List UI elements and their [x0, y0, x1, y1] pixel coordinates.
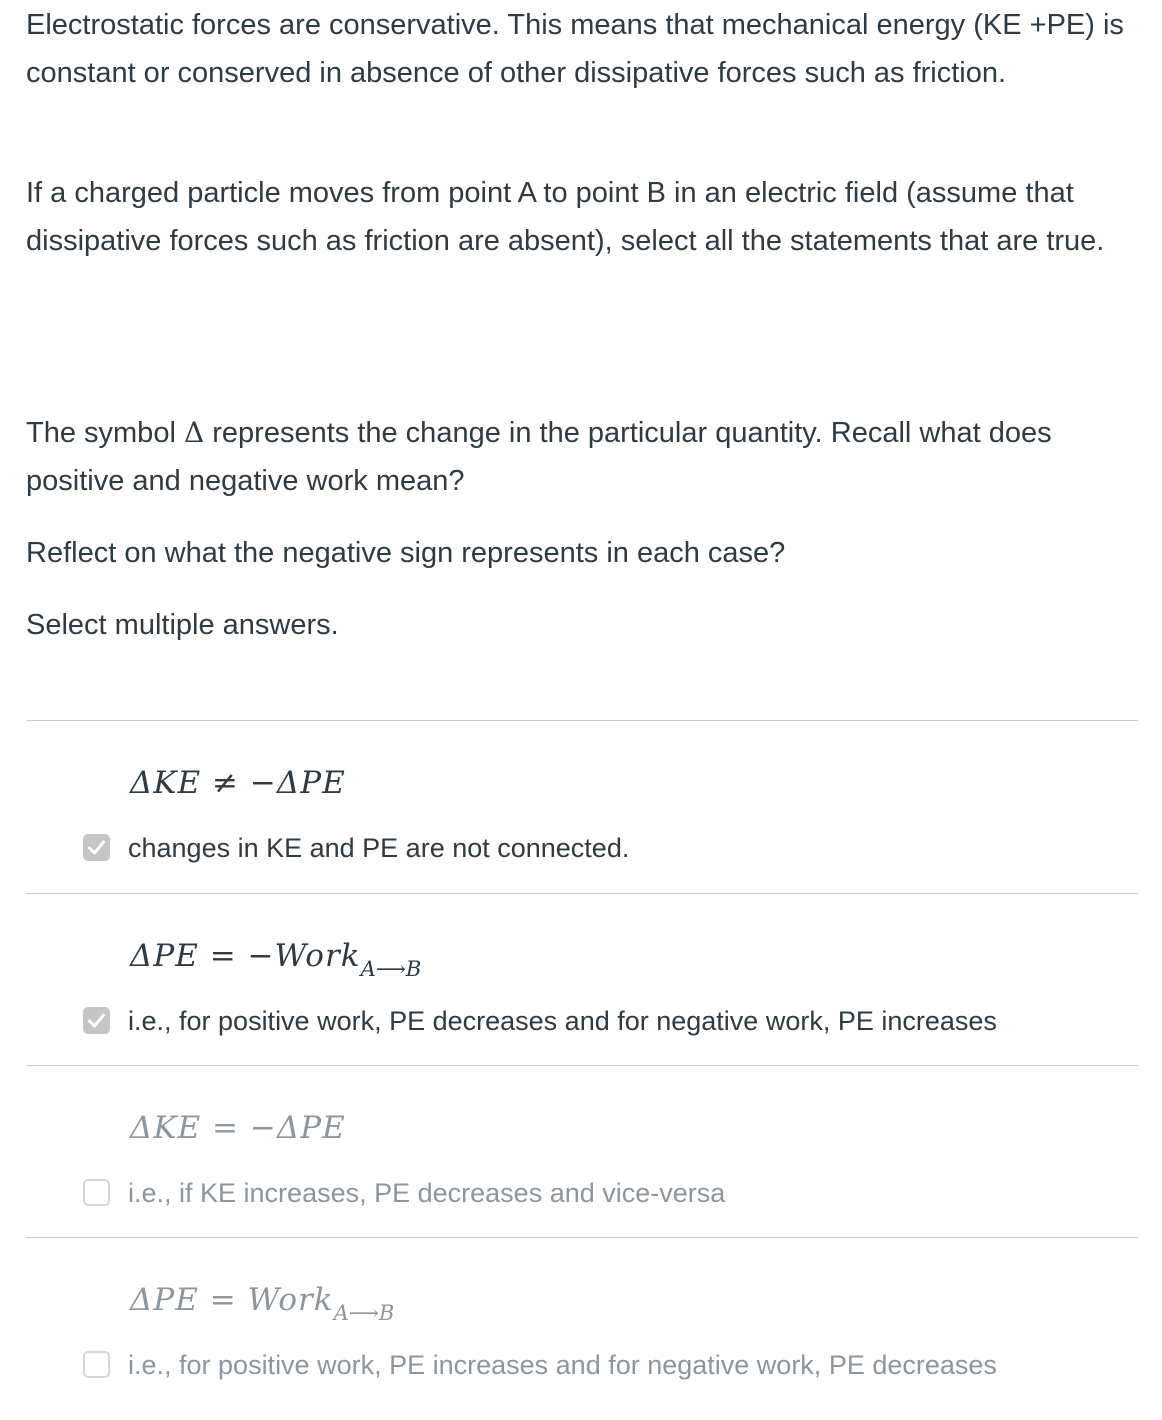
formula-lhs: ΔKE — [130, 765, 202, 801]
formula-rhs: −ΔPE — [249, 765, 346, 801]
answer-option-2[interactable] — [26, 893, 1138, 1065]
checkmark-icon — [86, 837, 107, 858]
question-instruction: Select multiple answers. — [26, 609, 339, 641]
answer-label[interactable]: i.e., for positive work, PE increases and for negative work, PE decreases — [128, 1350, 997, 1380]
answer-checkbox[interactable] — [83, 1007, 110, 1034]
answer-label[interactable]: i.e., for positive work, PE decreases and for negative work, PE increases — [128, 1006, 997, 1036]
delta-symbol: Δ — [183, 416, 205, 449]
answer-option-1[interactable] — [26, 720, 1138, 892]
formula-rhs: Work — [247, 1282, 334, 1318]
formula-lhs: ΔPE — [130, 1282, 199, 1318]
formula-subscript: A⟶B — [360, 957, 422, 981]
formula-lhs: ΔKE — [130, 1110, 202, 1146]
hint-text-end: represents the change in the particular quantity. Recall what does positive and negative work mean? — [26, 417, 1052, 497]
empty-checkbox-icon[interactable] — [83, 1179, 110, 1206]
answer-checkbox[interactable] — [83, 834, 110, 861]
answer-formula — [130, 1282, 394, 1325]
checkmark-icon — [86, 1010, 107, 1031]
answer-label[interactable]: changes in KE and PE are not connected. — [128, 833, 630, 863]
answer-label[interactable]: i.e., if KE increases, PE decreases and vice-versa — [128, 1178, 726, 1208]
formula-operator: ≠ — [201, 765, 250, 801]
question-paragraph-intro: Electrostatic forces are conservative. This means that mechanical energy (KE +PE) is constant or conserved in absence of other dissipative forces such as friction. — [26, 9, 1124, 89]
answer-option-4[interactable] — [26, 1237, 1138, 1409]
empty-checkbox-icon[interactable] — [83, 1351, 110, 1378]
formula-operator: = — [198, 938, 248, 974]
hint-text-start: The symbol — [26, 417, 184, 449]
answer-formula — [130, 1110, 346, 1146]
question-paragraph-hint — [26, 409, 1138, 505]
answer-formula — [130, 938, 421, 981]
formula-operator: = — [201, 1110, 250, 1146]
formula-rhs: −Work — [247, 938, 361, 974]
question-paragraph-reflect: Reflect on what the negative sign represents in each case? — [26, 537, 786, 569]
formula-operator: = — [198, 1282, 248, 1318]
formula-lhs: ΔPE — [130, 938, 199, 974]
formula-subscript: A⟶B — [333, 1301, 395, 1325]
question-paragraph-prompt: If a charged particle moves from point A to point B in an electric field (assume that dissipative forces such as friction are absent), select all the statements that are true. — [26, 177, 1105, 257]
answer-option-3[interactable] — [26, 1065, 1138, 1237]
formula-rhs: −ΔPE — [249, 1110, 346, 1146]
answer-formula — [130, 765, 346, 801]
